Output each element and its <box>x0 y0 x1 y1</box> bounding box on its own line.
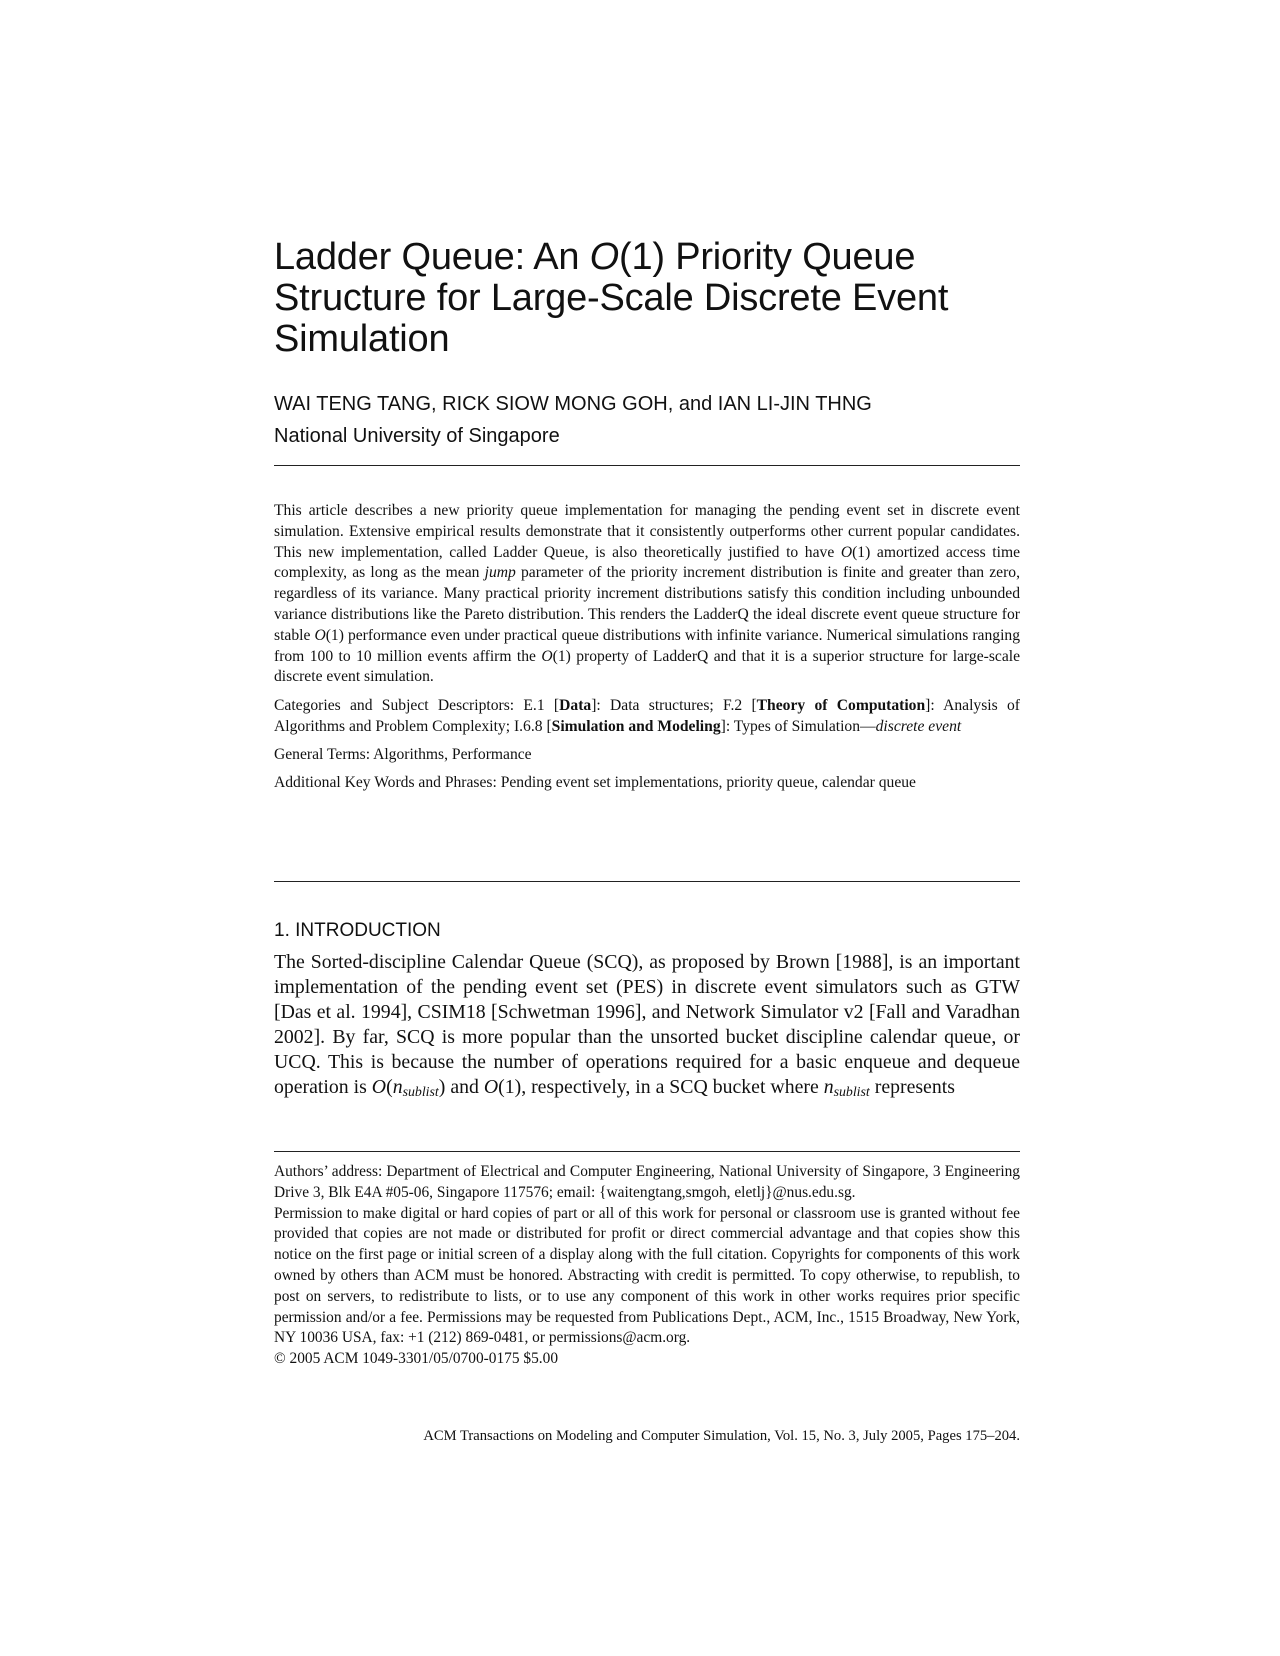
title-text-1: Ladder Queue: An <box>274 236 590 278</box>
copyright-line: © 2005 ACM 1049-3301/05/0700-0175 $5.00 <box>274 1350 559 1368</box>
top-divider <box>274 465 1020 466</box>
journal-footer: ACM Transactions on Modeling and Computer Simulation, Vol. 15, No. 3, July 2005, Pages 175–204. <box>423 1428 1020 1444</box>
keywords: Additional Key Words and Phrases: Pending event set implementations, priority queue, calendar queue <box>274 773 916 791</box>
title-italic-o: O <box>589 236 619 278</box>
affiliation: National University of Singapore <box>274 425 560 447</box>
section-heading: 1. INTRODUCTION <box>274 920 441 941</box>
footnote-divider <box>274 1151 1020 1152</box>
general-terms: General Terms: Algorithms, Performance <box>274 745 532 763</box>
intro-paragraph: The Sorted-discipline Calendar Queue (SCQ), as proposed by Brown [1988], is an important implementation of the pending event set (PES) in discrete event simulators such as GTW [Das et al. 1994], CSIM18 [Schwetman 1996], and Network Simulator v2 [Fall and Varadhan 2002]. By far, SCQ is more popular than the unsorted bucket discipline calendar queue, or UCQ. This is because the number of operations required for a basic enqueue and dequeue operation is $O(n_{sublist})$ and O(1), respectively, in a SCQ bucket where $n_{sublist}$ represents <box>274 951 1020 1099</box>
footnotes <box>274 1162 1020 1370</box>
abstract-paragraph: This article describes a new priority queue implementation for managing the pending event set in discrete event simulation. Extensive empirical results demonstrate that it consistently outperforms other current popular candidates. This new implementation, called Ladder Queue, is also theoretically justified to have O(1) amortized access time complexity, as long as the mean jump parameter of the priority increment distribution is finite and greater than zero, regardless of its variance. Many practical priority increment distributions satisfy this condition including unbounded variance distributions like the Pareto distribution. This renders the LadderQ the ideal discrete event queue structure for stable O(1) performance even under practical queue distributions with infinite variance. Numerical simulations ranging from 100 to 10 million events affirm the O(1) property of LadderQ and that it is a superior structure for large-scale discrete event simulation. <box>274 502 1020 686</box>
paper-title <box>274 237 1034 360</box>
abstract-block <box>274 501 1020 800</box>
subject-descriptors: Categories and Subject Descriptors: E.1 [Data]: Data structures; F.2 [Theory of Computation]: Analysis of Algorithms and Problem Complexity; I.6.8 [Simulation and Modeling]: Types of Simulation—discrete event <box>274 697 1020 735</box>
permission-notice: Permission to make digital or hard copies of part or all of this work for personal or classroom use is granted without fee provided that copies are not made or distributed for profit or direct commercial advantage and that copies show this notice on the first page or initial screen of a display along with the full citation. Copyrights for components of this work owned by others than ACM must be honored. Abstracting with credit is permitted. To copy otherwise, to republish, to post on servers, to redistribute to lists, or to use any component of this work in other works requires prior specific permission and/or a fee. Permissions may be requested from Publications Dept., ACM, Inc., 1515 Broadway, New York, NY 10036 USA, fax: +1 (212) 869-0481, or permissions@acm.org. <box>274 1204 1020 1347</box>
authors-address: Authors’ address: Department of Electrical and Computer Engineering, National University of Singapore, 3 Engineering Drive 3, Blk E4A #05-06, Singapore 117576; email: {waitengtang,smgoh, eletlj}@nus.edu.sg. <box>274 1163 1020 1201</box>
abstract-divider <box>274 881 1020 882</box>
author-list: WAI TENG TANG, RICK SIOW MONG GOH, and IAN LI-JIN THNG <box>274 393 872 415</box>
title-text-2: (1) Priority Queue Structure for Large-Scale Discrete Event Simulation <box>274 236 949 360</box>
